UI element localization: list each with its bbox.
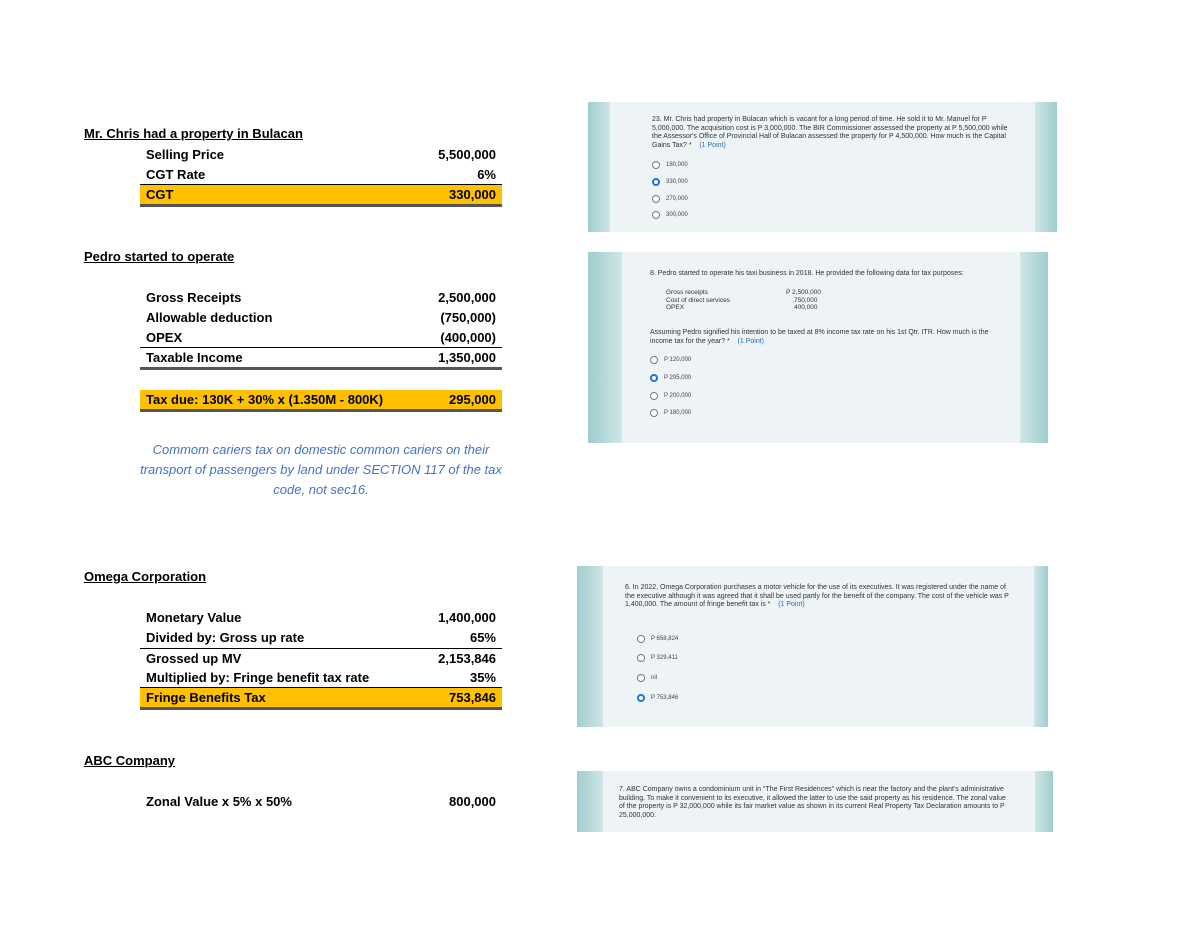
table-cell: Cost of direct services	[666, 296, 730, 304]
section-title-omega: Omega Corporation	[84, 569, 207, 584]
row-fbt-rate	[140, 668, 502, 687]
card-edge	[588, 102, 610, 232]
radio-icon[interactable]	[652, 211, 660, 219]
row-label: Selling Price	[146, 147, 225, 162]
option-4[interactable]	[652, 211, 688, 223]
row-value: 5,500,000	[438, 147, 496, 162]
option-2[interactable]	[650, 374, 691, 386]
row-label: Fringe Benefits Tax	[146, 690, 266, 705]
option-2[interactable]	[637, 654, 678, 666]
row-zonal-value	[140, 792, 502, 811]
row-label: CGT	[146, 187, 174, 202]
row-value: 800,000	[449, 794, 496, 809]
row-value: 6%	[477, 167, 496, 182]
card-edge	[588, 252, 622, 443]
question-text: 8. Pedro started to operate his taxi business in 2018. He provided the following data for tax purposes:	[650, 270, 964, 277]
card-edge	[1035, 771, 1053, 832]
option-label: nil	[651, 675, 658, 681]
table-cell: Gross receipts	[666, 289, 708, 296]
table-cell: 400,000	[794, 304, 818, 311]
row-label: Monetary Value	[146, 610, 242, 625]
question-points: (1 Point)	[737, 337, 765, 345]
option-label: P 329,411	[651, 655, 678, 661]
row-label: Allowable deduction	[146, 310, 273, 325]
table-cell: OPEX	[666, 304, 685, 311]
table-cell: P 2,500,000	[786, 289, 821, 296]
question-card-7	[577, 771, 1053, 832]
radio-icon[interactable]	[650, 392, 658, 400]
row-label: Taxable Income	[146, 350, 243, 365]
row-value: 35%	[469, 670, 496, 685]
row-selling-price	[140, 145, 502, 164]
row-allowable-deduction	[140, 308, 502, 327]
option-label: P 658,824	[651, 636, 679, 642]
row-value: 65%	[469, 630, 496, 645]
radio-icon[interactable]	[652, 161, 660, 169]
section-title-pedro: Pedro started to operate	[84, 249, 235, 264]
question-text	[625, 584, 1010, 610]
row-tax-due	[140, 390, 502, 412]
option-1[interactable]	[650, 356, 691, 368]
row-value: 295,000	[449, 392, 496, 407]
row-value: 2,500,000	[438, 290, 496, 305]
question-points: (1 Point)	[699, 141, 726, 149]
row-label: Zonal Value x 5% x 50%	[146, 794, 292, 809]
option-label: P 295,000	[664, 375, 692, 381]
radio-icon[interactable]	[637, 635, 645, 643]
row-monetary-value	[140, 608, 502, 627]
row-opex	[140, 328, 502, 347]
option-4[interactable]	[637, 694, 678, 706]
row-cgt-rate	[140, 165, 502, 184]
question-card-6	[577, 566, 1048, 727]
card-edge	[1035, 102, 1057, 232]
row-label: Multiplied by: Fringe benefit tax rate	[146, 670, 370, 685]
option-label: 270,000	[666, 196, 688, 202]
row-label: OPEX	[146, 330, 183, 345]
row-value: 330,000	[449, 187, 496, 202]
radio-icon[interactable]	[637, 674, 645, 682]
row-value: 2,153,846	[438, 651, 496, 666]
option-4[interactable]	[650, 409, 691, 421]
question-card-23	[588, 102, 1057, 232]
row-value: 1,350,000	[438, 350, 496, 365]
radio-icon[interactable]	[637, 654, 645, 662]
row-value: 1,400,000	[438, 610, 496, 625]
option-label: P 180,000	[664, 410, 692, 416]
option-label: 180,000	[666, 162, 688, 168]
row-gross-receipts	[140, 288, 502, 307]
row-value: 753,846	[449, 690, 496, 705]
row-cgt-total	[140, 184, 502, 207]
question-body: 23. Mr. Chris had property in Bulacan which is vacant for a long period of time. He sold it to Mr. Manuel for P 5,000,000. The acquisition cost is P 3,000,000. The BIR Commissioner assessed the property at P 5,500,000 while the Assessor's Office of Provincial Hall of Bulacan assessed the property for P 4,500,000. How much is the Capital Gains Tax? *	[652, 116, 1008, 149]
row-taxable-income	[140, 347, 502, 370]
question-body: Assuming Pedro signified his intention to be taxed at 8% income tax rate on his 1st Qtr. ITR. How much is the income tax for the year? *	[650, 329, 989, 345]
radio-icon[interactable]	[650, 356, 658, 364]
radio-selected-icon[interactable]	[650, 374, 658, 382]
option-label: 330,000	[666, 179, 688, 185]
question-body: 6. In 2022, Omega Corporation purchases a motor vehicle for the use of its executives. It was registered under the name of the executive although it was agreed that it shall be used partly for the benefit of the company. The cost of the vehicle was P 1,400,000. The amount of fringe benefit tax is *	[625, 584, 1009, 608]
row-gross-up-rate	[140, 628, 502, 647]
radio-selected-icon[interactable]	[652, 178, 660, 186]
card-edge	[577, 771, 603, 832]
radio-selected-icon[interactable]	[637, 694, 645, 702]
option-label: P 120,000	[664, 357, 692, 363]
option-2[interactable]	[652, 178, 688, 190]
row-grossed-up-mv	[140, 648, 502, 668]
option-label: P 200,000	[664, 393, 692, 399]
row-value: (400,000)	[440, 330, 496, 345]
section-title-chris: Mr. Chris had a property in Bulacan	[84, 126, 303, 141]
question-card-8	[588, 252, 1048, 443]
row-value: (750,000)	[440, 310, 496, 325]
option-1[interactable]	[637, 635, 678, 647]
option-3[interactable]	[652, 195, 688, 207]
row-fringe-benefits-tax	[140, 687, 502, 710]
card-edge	[577, 566, 603, 727]
question-text-2	[650, 329, 990, 346]
option-label: 300,000	[666, 212, 688, 218]
card-edge	[1020, 252, 1048, 443]
question-points: (1 Point)	[778, 601, 805, 608]
radio-icon[interactable]	[650, 409, 658, 417]
question-text: 7. ABC Company owns a condominium unit in "The First Residences" which is near the factory and the plant's administrative building. To make it convenient to its executive, it allowed the latter to use the said property as his residence. The zonal value of the property is P 32,000,000 while its fair market value as shown in its current Real Property Tax Declaration amounts to P 25,000,000.	[619, 786, 1006, 819]
section-title-abc: ABC Company	[84, 753, 176, 768]
option-1[interactable]	[652, 161, 688, 173]
row-label: Tax due: 130K + 30% x (1.350M - 800K)	[146, 392, 384, 407]
option-3[interactable]	[650, 392, 691, 404]
row-label: Divided by: Gross up rate	[146, 630, 305, 645]
option-label: P 753,846	[651, 695, 679, 701]
card-edge	[1034, 566, 1048, 727]
common-carriers-note: Commom cariers tax on domestic common cariers on their transport of passengers by land under SECTION 117 of the tax code, not sec16.	[140, 442, 502, 497]
table-cell: 750,000	[794, 296, 818, 304]
row-label: Gross Receipts	[146, 290, 242, 305]
radio-icon[interactable]	[652, 195, 660, 203]
row-label: Grossed up MV	[146, 651, 242, 666]
option-3[interactable]	[637, 674, 657, 686]
question-text	[652, 116, 1012, 150]
row-label: CGT Rate	[146, 167, 206, 182]
